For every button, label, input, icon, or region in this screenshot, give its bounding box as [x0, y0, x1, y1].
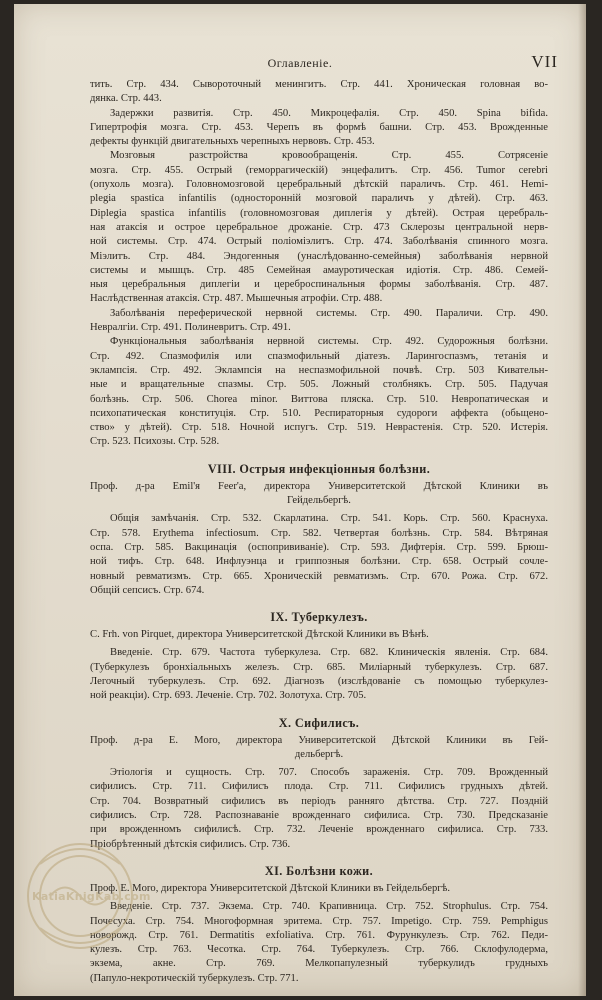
- text-line: тить. Стр. 434. Сывороточный менингитъ. Стр. 441. Хроническая головная во-: [90, 79, 548, 90]
- toc-section-ix: [90, 598, 548, 703]
- text-line: сифилисъ. Стр. 711. Сифилисъ плода. Стр. 711. Сифилисъ грудныхъ дѣтей.: [90, 781, 548, 793]
- page-header: [14, 52, 586, 76]
- section-entries: [90, 512, 548, 598]
- text-line: (Папуло-некротическій туберкулезъ. Стр. 771.: [90, 972, 299, 984]
- running-title: Оглавленіе.: [267, 56, 333, 70]
- text-line: Общій сепсисъ. Стр. 674.: [90, 584, 205, 596]
- text-line: Задержки развитія. Стр. 450. Микроцефалія. Стр. 450. Spina bifida.: [110, 107, 548, 119]
- section-entries: [90, 766, 548, 852]
- toc-paragraph: [90, 78, 548, 107]
- toc-sections: [90, 450, 548, 986]
- section-title: X. Сифилисъ.: [278, 715, 360, 730]
- text-line: Мозговыя разстройства кровообращенія. Стр. 455. Сотрясеніе: [110, 150, 548, 162]
- text-line: Гипертрофія мозга. Стр. 453. Черепъ въ формѣ башни. Стр. 453. Врожденные: [90, 121, 548, 133]
- text-line: Введеніе. Стр. 679. Частота туберкулеза. Стр. 682. Клиническія явленія. Стр. 684.: [110, 647, 548, 659]
- section-title: XI. Болѣзни кожи.: [264, 863, 374, 878]
- watermark-text: KatiaKnigKab.com: [32, 890, 151, 903]
- section-spacer: [90, 598, 548, 606]
- text-line: Введеніе. Стр. 737. Экзема. Стр. 740. Крапивница. Стр. 752. Strophulus. Стр. 754.: [110, 901, 548, 913]
- section-author: [90, 882, 548, 896]
- author-line: C. Frh. von Pirquet, директора Университетской Дѣтской Клиники въ Вѣнѣ.: [90, 629, 429, 641]
- section-title: VIII. Острыя инфекціонныя болѣзни.: [207, 461, 431, 476]
- text-line: Стр. 578. Erythema infectiosum. Стр. 582. Четвертая болѣзнь. Стр. 584. Вѣтряная: [90, 527, 548, 539]
- text-line: Легочный туберкулезъ. Стр. 692. Діагнозъ (изслѣдованіе съ помощью туберкулез-: [90, 675, 548, 687]
- page-edge-shadow: [578, 4, 586, 996]
- text-line: Стр. 492. Спазмофилія или спазмофильный діатезъ. Ларингоспазмъ, тетанія и: [90, 350, 548, 362]
- text-line: болѣзнь. Стр. 506. Chorea minor. Виттова пляска. Стр. 510. Невропатическая и: [90, 393, 548, 405]
- text-line: Стр. 523. Психозы. Стр. 528.: [90, 436, 220, 448]
- author-line: Проф. E. Moro, директора Университетской Дѣтской Клиники въ Гейдельбергѣ.: [90, 882, 450, 894]
- text-line: экзема, акне. Стр. 769. Мелкопапулезный туберкулидъ грудныхъ: [90, 958, 548, 970]
- section-entries: [90, 900, 548, 986]
- text-line: Этіологія и сущность. Стр. 707. Способъ зараженія. Стр. 709. Врожденный: [110, 767, 548, 779]
- text-line: plegia spastica infantilis (односторонній мозговой параличъ у дѣтей). Стр. 463.: [90, 193, 548, 205]
- text-line: Наслѣдственная атаксія. Стр. 487. Мышечныя атрофіи. Стр. 488.: [90, 293, 383, 305]
- text-line: Міэлитъ. Стр. 484. Эндогенныя (унаслѣдованно-семейныя) заболѣванія нервной: [90, 250, 548, 262]
- text-line: Почесуха. Стр. 754. Многоформная эритема. Стр. 757. Impetigo. Стр. 759. Pemphigus: [90, 915, 548, 927]
- text-line: Diplegia spastica infantilis (головномозговая диплегія у дѣтей). Острая церебраль-: [90, 207, 548, 219]
- page-number: VII: [531, 52, 558, 71]
- toc-section-viii: [90, 450, 548, 598]
- text-line: (Туберкулезъ бронхіальныхъ железъ. Стр. 685. Миліарный туберкулезъ. Стр. 687.: [90, 661, 548, 673]
- text-line: ной системы. Стр. 474. Острый поліоміэлитъ. Стр. 474. Заболѣванія спинного мозга.: [90, 236, 548, 248]
- toc-paragraph: [90, 107, 548, 150]
- toc-section-xi: [90, 852, 548, 986]
- section-author: [90, 734, 548, 763]
- text-line: дефекты функцій двигательныхъ черепныхъ нервовъ. Стр. 453.: [90, 136, 375, 148]
- text-line: эклампсія. Стр. 492. Эклампсія на неспазмофильной почвѣ. Стр. 503 Кивательн-: [90, 364, 548, 376]
- section-spacer: [90, 852, 548, 860]
- text-line: Функціональныя заболѣванія нервной системы. Стр. 492. Судорожныя болѣзни.: [110, 336, 548, 348]
- toc-paragraph: [90, 335, 548, 449]
- text-line: ная атаксія и острое церебральное дрожаніе. Стр. 473 Склерозы центральной нерв-: [90, 221, 548, 233]
- text-line: новорожд. Стр. 761. Dermatitis exfoliativa. Стр. 761. Фурункулезъ. Стр. 762. Педи-: [90, 929, 548, 941]
- text-line: Заболѣванія переферической нервной системы. Стр. 490. Параличи. Стр. 490.: [110, 307, 548, 319]
- text-line: системы и мышцъ. Стр. 485 Семейная амауротическая идіотія. Стр. 486. Семей-: [90, 264, 548, 276]
- text-line: ство» у дѣтей). Стр. 518. Ночной испугъ. Стр. 519. Неврастенія. Стр. 520. Истерія.: [90, 422, 548, 434]
- text-line: новный ревматизмъ. Стр. 665. Хроническій ревматизмъ. Стр. 670. Рожа. Стр. 672.: [90, 570, 548, 582]
- section-spacer: [90, 704, 548, 712]
- text-line: оспа. Стр. 585. Вакцинація (оспопрививаніе). Стр. 593. Дифтерія. Стр. 599. Брюш-: [90, 541, 548, 553]
- text-line: ной реакціи). Стр. 693. Леченіе. Стр. 702. Золотуха. Стр. 705.: [90, 690, 367, 702]
- author-line: Гейдельбергѣ.: [287, 495, 351, 507]
- text-line: дянка. Стр. 443.: [90, 93, 162, 105]
- text-line: при врожденномъ сифилисѣ. Стр. 732. Леченіе врожденнаго сифилиса. Стр. 733.: [90, 824, 548, 836]
- book-page: [14, 4, 586, 996]
- text-line: мозга. Стр. 455. Острый (геморрагическій) энцефалитъ. Стр. 456. Tumor cerebri: [90, 164, 548, 176]
- section-spacer: [90, 450, 548, 458]
- text-line: Пріобрѣтенный дѣтскія сифилисъ. Стр. 736.: [90, 838, 291, 850]
- text-line: ной тифъ. Стр. 648. Инфлуэнца и гриппозныя болѣзни. Стр. 658. Острый сочле-: [90, 556, 548, 568]
- section-title: IX. Туберкулезъ.: [270, 610, 368, 625]
- text-line: кулезъ. Стр. 763. Чесотка. Стр. 764. Туберкулезъ. Стр. 766. Склофулодерма,: [90, 944, 548, 956]
- toc-paragraph: [90, 149, 548, 306]
- text-line: ныя церебральныя диплегіи и цереброспинальныя формы заболѣванія. Стр. 487.: [90, 279, 548, 291]
- author-line: Проф. д-ра Emil'я Feer'а, директора Университетской Дѣтской Клиники въ: [90, 480, 548, 492]
- author-line: дельбергѣ.: [294, 748, 344, 760]
- text-line: психопатическая конституція. Стр. 510. Респираторныя судороги аффекта (обьщено-: [90, 407, 548, 419]
- section-author: [90, 480, 548, 509]
- text-line: Стр. 704. Возвратный сифилисъ въ періодъ ранняго дѣтства. Стр. 727. Поздній: [90, 795, 548, 807]
- section-entries: [90, 646, 548, 703]
- text-line: (опухоль мозга). Головномозговой церебральный дѣтскій параличъ. Стр. 461. Hemi-: [90, 179, 548, 191]
- text-line: Общія замѣчанія. Стр. 532. Скарлатина. Стр. 541. Корь. Стр. 560. Краснуха.: [110, 513, 548, 525]
- toc-paragraph: [90, 307, 548, 336]
- section-author: [90, 628, 548, 642]
- intro-paragraphs: [90, 78, 548, 450]
- table-of-contents: [90, 78, 548, 986]
- text-line: сифилисъ. Стр. 728. Распознаваніе врожденнаго сифилиса. Стр. 730. Предсказаніе: [90, 810, 548, 822]
- text-line: ные и вращательные спазмы. Стр. 505. Ложный столбнякъ. Стр. 505. Падучая: [90, 379, 548, 391]
- author-line: Проф. д-ра E. Moro, директора Университетской Дѣтской Клиники въ Гей-: [90, 734, 548, 746]
- toc-section-x: [90, 704, 548, 852]
- text-line: Невралгіи. Стр. 491. Полиневритъ. Стр. 491.: [90, 322, 291, 334]
